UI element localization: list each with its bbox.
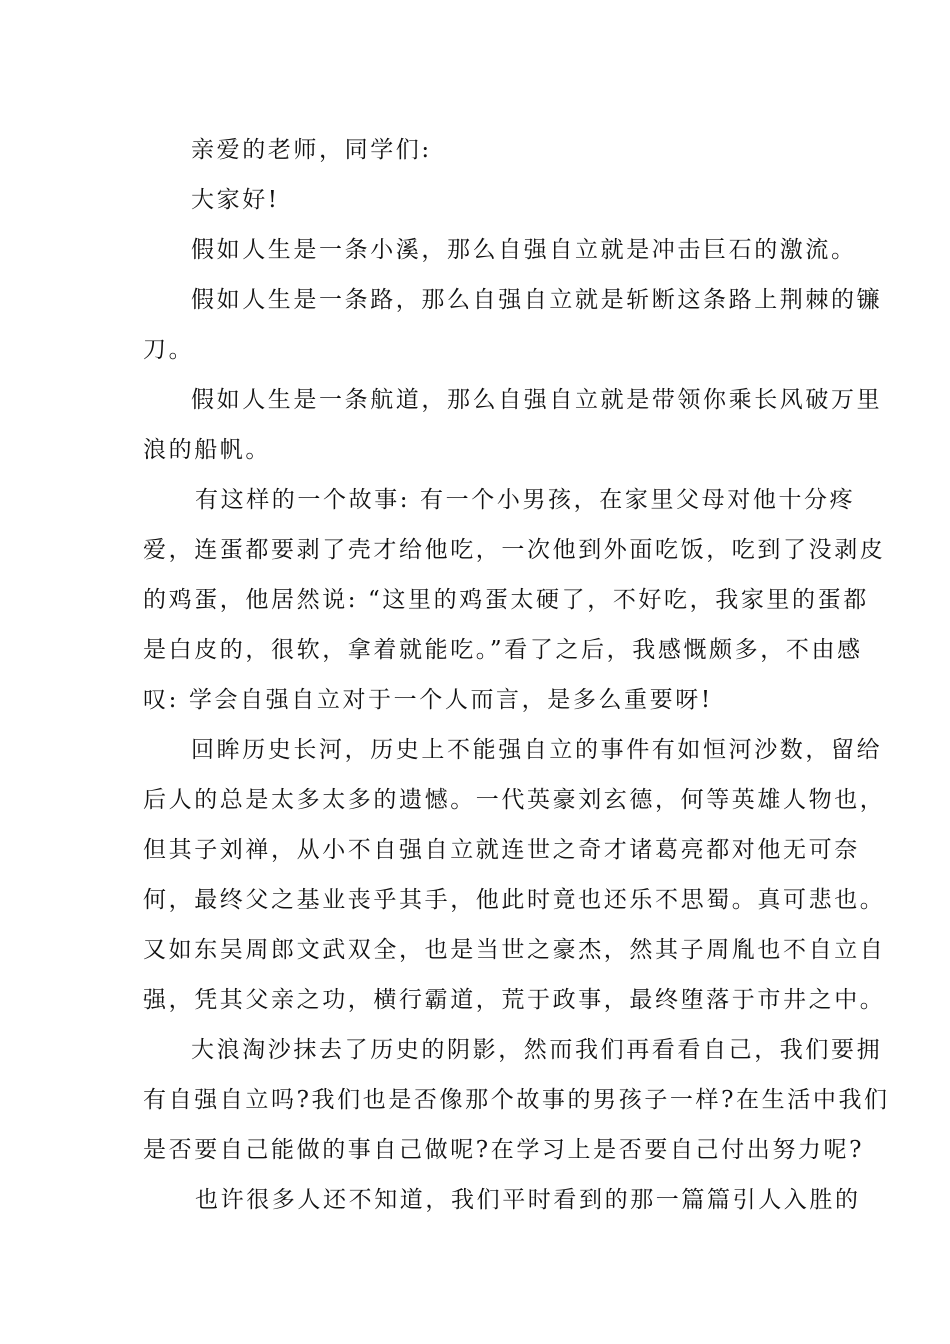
paragraph-line: 后人的总是太多太多的遗憾。一代英豪刘玄德，何等英雄人物也， xyxy=(143,787,886,813)
greeting-line: 大家好! xyxy=(191,187,280,213)
paragraph-line: 但其子刘禅，从小不自强自立就连世之奇才诸葛亮都对他无可奈 xyxy=(143,837,860,863)
paragraph-line: 是否要自己能做的事自己做呢?在学习上是否要自己付出努力呢? xyxy=(143,1137,865,1163)
paragraph-line: 叹: 学会自强自立对于一个人而言，是多么重要呀! xyxy=(143,687,713,713)
paragraph-line: 假如人生是一条路，那么自强自立就是斩断这条路上荆棘的镰 xyxy=(191,287,883,313)
paragraph-line: 又如东吴周郎文武双全，也是当世之豪杰，然其子周胤也不自立自 xyxy=(143,937,886,963)
paragraph-line: 爱，连蛋都要剥了壳才给他吃，一次他到外面吃饭，吃到了没剥皮 xyxy=(143,537,886,563)
paragraph-line: 是白皮的，很软，拿着就能吃。”看了之后，我感慨颇多，不由感 xyxy=(143,637,863,663)
paragraph-line: 何，最终父之基业丧乎其手，他此时竟也还乐不思蜀。真可悲也。 xyxy=(143,887,886,913)
paragraph-line: 的鸡蛋，他居然说: “这里的鸡蛋太硬了，不好吃，我家里的蛋都 xyxy=(143,587,869,613)
paragraph-line: 假如人生是一条航道，那么自强自立就是带领你乘长风破万里 xyxy=(191,387,883,413)
paragraph-line: 浪的船帆。 xyxy=(143,437,271,463)
paragraph-line: 强，凭其父亲之功，横行霸道，荒于政事，最终堕落于市井之中。 xyxy=(143,987,886,1013)
paragraph-line: 刀。 xyxy=(143,337,195,363)
salutation-line: 亲爱的老师，同学们: xyxy=(191,137,432,163)
paragraph-line: 有这样的一个故事: 有一个小男孩，在家里父母对他十分疼 xyxy=(195,487,856,513)
paragraph-line: 大浪淘沙抹去了历史的阴影，然而我们再看看自己，我们要拥 xyxy=(191,1037,883,1063)
paragraph-line: 有自强自立吗?我们也是否像那个故事的男孩子一样?在生活中我们 xyxy=(143,1087,890,1113)
paragraph-line: 假如人生是一条小溪，那么自强自立就是冲击巨石的激流。 xyxy=(191,237,857,263)
paragraph-line: 回眸历史长河，历史上不能强自立的事件有如恒河沙数，留给 xyxy=(191,737,883,763)
paragraph-line: 也许很多人还不知道，我们平时看到的那一篇篇引人入胜的 xyxy=(195,1187,861,1213)
